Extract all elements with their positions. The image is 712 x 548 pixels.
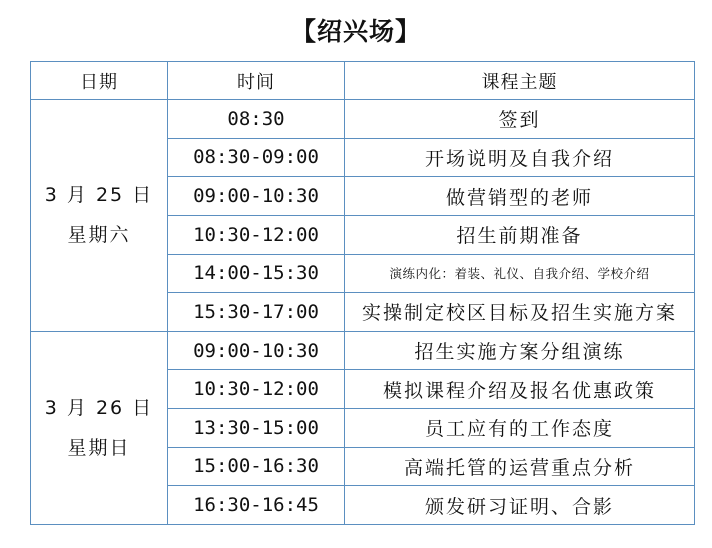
session-topic: 颁发研习证明、合影 (345, 486, 695, 525)
header-topic: 课程主题 (345, 62, 695, 100)
session-time: 09:00-10:30 (168, 331, 345, 370)
table-row (31, 100, 695, 139)
day-2-date-cell (31, 331, 168, 524)
table-header-row (31, 62, 695, 100)
session-time: 14:00-15:30 (168, 254, 345, 293)
session-topic: 招生前期准备 (345, 215, 695, 254)
day-1-date-cell (31, 100, 168, 332)
session-topic: 做营销型的老师 (345, 177, 695, 216)
header-date: 日期 (31, 62, 168, 100)
session-time: 09:00-10:30 (168, 177, 345, 216)
session-topic: 模拟课程介绍及报名优惠政策 (345, 370, 695, 409)
session-time: 08:30 (168, 100, 345, 139)
day-1-date: 3 月 25 日 (44, 184, 154, 207)
session-time: 10:30-12:00 (168, 215, 345, 254)
session-topic: 签到 (345, 100, 695, 139)
header-time: 时间 (168, 62, 345, 100)
session-topic: 实操制定校区目标及招生实施方案 (345, 293, 695, 332)
session-time: 10:30-12:00 (168, 370, 345, 409)
session-time: 13:30-15:00 (168, 409, 345, 448)
session-topic: 开场说明及自我介绍 (345, 138, 695, 177)
session-time: 16:30-16:45 (168, 486, 345, 525)
day-2-date: 3 月 26 日 (44, 396, 154, 419)
session-topic: 高端托管的运营重点分析 (345, 447, 695, 486)
table-row (31, 331, 695, 370)
session-time: 08:30-09:00 (168, 138, 345, 177)
session-time: 15:00-16:30 (168, 447, 345, 486)
session-topic: 招生实施方案分组演练 (345, 331, 695, 370)
session-time: 15:30-17:00 (168, 293, 345, 332)
day-2-weekday: 星期日 (67, 436, 131, 459)
session-topic: 演练内化：着装、礼仪、自我介绍、学校介绍 (345, 254, 695, 293)
session-topic: 员工应有的工作态度 (345, 409, 695, 448)
schedule-table (30, 61, 695, 525)
day-1-weekday: 星期六 (67, 224, 131, 247)
page-title: 【绍兴场】 (290, 17, 421, 46)
